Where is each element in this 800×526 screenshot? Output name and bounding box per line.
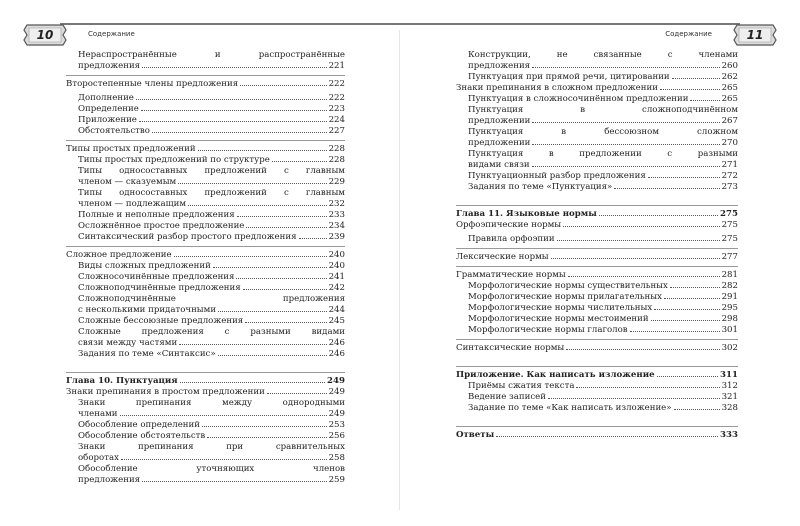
entry-leader-row	[78, 126, 345, 137]
page-reference: 260	[721, 61, 738, 71]
entry-leader-row	[78, 305, 345, 316]
entry-title: предложения	[78, 61, 141, 71]
dot-leader	[651, 320, 720, 321]
page-reference: 275	[721, 234, 738, 244]
dot-leader	[152, 132, 327, 133]
entry-title-line: Сложноподчинённые предложения	[78, 294, 345, 304]
dot-leader	[180, 382, 325, 383]
dot-leader	[141, 110, 327, 111]
dot-leader	[563, 226, 719, 227]
entry-leader-row	[468, 314, 738, 325]
toc-section-entry[interactable]	[456, 83, 738, 94]
toc-entry[interactable]	[78, 272, 345, 283]
entry-title: Правила орфоэпии	[468, 234, 555, 244]
entry-title-line: Нераспространённые и распространённые	[78, 50, 345, 60]
dot-leader	[299, 238, 327, 239]
entry-leader-row	[78, 349, 345, 360]
toc-section-entry[interactable]	[66, 372, 345, 387]
entry-leader-row	[468, 72, 738, 83]
toc-entry[interactable]	[468, 381, 738, 392]
page-reference: 271	[721, 160, 738, 170]
page-reference: 253	[328, 420, 345, 430]
entry-title: Задания по теме «Пунктуация»	[468, 182, 613, 192]
dot-leader	[614, 188, 719, 189]
entry-title: Пунктуационный разбор предложения	[468, 171, 646, 181]
header-rule	[60, 23, 400, 25]
page-reference: 277	[721, 252, 738, 262]
entry-title: Сложное предложение	[66, 250, 172, 260]
entry-leader-row	[468, 138, 738, 149]
entry-title: Морфологические нормы глаголов	[468, 325, 628, 335]
entry-leader-row	[78, 431, 345, 442]
page-reference: 275	[721, 220, 738, 230]
toc-entry[interactable]	[78, 155, 345, 166]
entry-title: Типы простых предложений	[66, 144, 196, 154]
dot-leader	[139, 121, 327, 122]
page-reference: 312	[721, 381, 738, 391]
page-reference: 244	[328, 305, 345, 315]
toc-entry[interactable]	[468, 281, 738, 292]
entry-leader-row	[78, 199, 345, 210]
toc-entry[interactable]	[468, 314, 738, 325]
toc-entry[interactable]	[468, 392, 738, 403]
entry-leader-row	[468, 160, 738, 171]
page-reference: 228	[328, 144, 345, 154]
toc-section-entry[interactable]	[456, 266, 738, 281]
toc-section-entry[interactable]	[66, 387, 345, 398]
toc-entry[interactable]	[468, 171, 738, 182]
entry-leader-row	[66, 387, 345, 398]
entry-title: Приложение	[78, 115, 137, 125]
entry-title: Глава 10. Пунктуация	[66, 376, 178, 386]
spacer	[456, 354, 738, 363]
dot-leader	[566, 349, 719, 350]
toc-entry[interactable]	[78, 349, 345, 360]
page-reference: 258	[328, 453, 345, 463]
page-reference: 223	[328, 104, 345, 114]
dot-leader	[179, 344, 326, 345]
page-reference: 249	[327, 376, 345, 386]
entry-title: Типы простых предложений по структуре	[78, 155, 270, 165]
dot-leader	[670, 287, 720, 288]
entry-title: Второстепенные члены предложения	[66, 79, 239, 89]
entry-title: Знаки препинания в простом предложении	[66, 387, 265, 397]
dot-leader	[142, 67, 326, 68]
dot-leader	[551, 258, 720, 259]
toc-entry[interactable]	[468, 182, 738, 193]
page-number: 10	[36, 28, 54, 42]
dot-leader	[198, 150, 327, 151]
page-reference: 282	[721, 281, 738, 291]
dot-leader	[243, 289, 327, 290]
dot-leader	[576, 387, 719, 388]
toc-entry[interactable]	[78, 232, 345, 243]
entry-leader-row	[468, 325, 738, 336]
entry-title-line: Типы односоставных предложений с главным	[78, 188, 345, 198]
spacer	[456, 193, 738, 202]
dot-leader	[202, 426, 327, 427]
page-reference: 241	[328, 272, 345, 282]
entry-leader-row	[78, 420, 345, 431]
entry-title: членами	[78, 409, 118, 419]
page-reference: 259	[328, 475, 345, 485]
dot-leader	[648, 177, 720, 178]
entry-leader-row	[468, 94, 738, 105]
toc-entry[interactable]	[468, 403, 738, 414]
entry-leader-row	[468, 61, 738, 72]
entry-title: Задание по теме «Как написать изложение»	[468, 403, 672, 413]
entry-title: Сложносочинённые предложения	[78, 272, 235, 282]
entry-leader-row	[456, 270, 738, 281]
entry-title: Пунктуация при прямой речи, цитировании	[468, 72, 670, 82]
dot-leader	[121, 459, 327, 460]
entry-leader-row	[468, 381, 738, 392]
toc-entry[interactable]	[78, 442, 345, 464]
dot-leader	[142, 481, 326, 482]
entry-leader-row	[66, 144, 345, 155]
entry-title: Синтаксические нормы	[456, 343, 565, 353]
dot-leader	[496, 436, 718, 437]
page-reference: 227	[328, 126, 345, 136]
entry-title: с несколькими придаточными	[78, 305, 217, 315]
entry-title: связи между частями	[78, 338, 178, 348]
dot-leader	[557, 240, 720, 241]
dot-leader	[246, 227, 326, 228]
entry-title: видами связи	[468, 160, 530, 170]
toc-section-entry[interactable]	[66, 246, 345, 261]
entry-title: Приложение. Как написать изложение	[456, 370, 655, 380]
entry-leader-row	[78, 210, 345, 221]
toc-section-entry[interactable]	[456, 339, 738, 354]
dot-leader	[532, 122, 719, 123]
entry-title-line: Пунктуация в сложноподчинённом	[468, 105, 738, 115]
entry-leader-row	[468, 403, 738, 414]
entry-leader-row	[66, 250, 345, 261]
entry-leader-row	[78, 453, 345, 464]
entry-leader-row	[468, 116, 738, 127]
entry-leader-row	[78, 409, 345, 420]
toc-entry[interactable]	[78, 50, 345, 72]
toc-entry[interactable]	[468, 234, 738, 245]
entry-title: Осложнённое простое предложение	[78, 221, 245, 231]
entry-title: предложения	[78, 475, 141, 485]
header-rule	[400, 23, 740, 25]
page-reference: 311	[720, 370, 738, 380]
entry-leader-row	[78, 93, 345, 104]
dot-leader	[174, 256, 327, 257]
page-reference: 246	[328, 338, 345, 348]
toc-entry[interactable]	[78, 261, 345, 272]
entry-leader-row	[78, 475, 345, 486]
entry-title: Морфологические нормы прилагательных	[468, 292, 662, 302]
entry-title-line: Обособление уточняющих членов	[78, 464, 345, 474]
toc-entry[interactable]	[468, 127, 738, 149]
dot-leader	[207, 437, 326, 438]
entry-leader-row	[78, 261, 345, 272]
page-reference: 234	[328, 221, 345, 231]
entry-title: Определение	[78, 104, 139, 114]
entry-title: Обособление обстоятельств	[78, 431, 206, 441]
entry-title: Лексические нормы	[456, 252, 549, 262]
page-reference: 328	[721, 403, 738, 413]
page-reference: 301	[721, 325, 738, 335]
entry-leader-row	[468, 392, 738, 403]
entry-title: Приёмы сжатия текста	[468, 381, 575, 391]
page-number-badge	[733, 22, 777, 48]
toc-entry[interactable]	[468, 105, 738, 127]
entry-title: Орфоэпические нормы	[456, 220, 562, 230]
entry-leader-row	[78, 155, 345, 166]
spacer	[456, 414, 738, 423]
page-reference: 256	[328, 431, 345, 441]
page-reference: 265	[721, 94, 738, 104]
entry-leader-row	[78, 272, 345, 283]
toc-section-entry[interactable]	[456, 366, 738, 381]
toc-entry[interactable]	[78, 188, 345, 210]
entry-title-line: Знаки препинания между однородными	[78, 398, 345, 408]
toc-entry[interactable]	[468, 72, 738, 83]
dot-leader	[548, 398, 720, 399]
entry-leader-row	[78, 61, 345, 72]
dot-leader	[240, 85, 326, 86]
dot-leader	[532, 144, 719, 145]
dot-leader	[657, 376, 719, 377]
entry-title-line: Пунктуация в предложении с разными	[468, 149, 738, 159]
toc-entry[interactable]	[78, 126, 345, 137]
entry-leader-row	[468, 171, 738, 182]
entry-title: предложении	[468, 116, 531, 126]
toc-entry[interactable]	[78, 283, 345, 294]
entry-leader-row	[66, 376, 345, 387]
page-reference: 267	[721, 116, 738, 126]
entry-leader-row	[78, 283, 345, 294]
entry-title: Обособление определений	[78, 420, 200, 430]
page-reference: 281	[721, 270, 738, 280]
dot-leader	[568, 276, 720, 277]
page-reference: 265	[721, 83, 738, 93]
dot-leader	[237, 216, 327, 217]
dot-leader	[188, 205, 327, 206]
toc-entry[interactable]	[468, 94, 738, 105]
toc-entry[interactable]	[78, 420, 345, 431]
entry-title: Обстоятельство	[78, 126, 150, 136]
page-reference: 273	[721, 182, 738, 192]
entry-title-line: Типы односоставных предложений с главным	[78, 166, 345, 176]
page-reference: 298	[721, 314, 738, 324]
dot-leader	[690, 100, 719, 101]
entry-title: Морфологические нормы существительных	[468, 281, 668, 291]
page-reference: 333	[720, 430, 738, 440]
dot-leader	[136, 99, 327, 100]
entry-title: членом — подлежащим	[78, 199, 187, 209]
toc-section-entry[interactable]	[456, 248, 738, 263]
entry-title: Морфологические нормы местоимений	[468, 314, 649, 324]
entry-leader-row	[468, 182, 738, 193]
running-header: Содержание	[88, 30, 135, 38]
entry-leader-row	[456, 370, 738, 381]
dot-leader	[213, 267, 327, 268]
dot-leader	[654, 309, 719, 310]
dot-leader	[532, 166, 720, 167]
page-reference: 228	[328, 155, 345, 165]
table-of-contents	[456, 50, 738, 441]
dot-leader	[245, 322, 326, 323]
toc-section-entry[interactable]	[456, 220, 738, 231]
entry-title-line: Сложные предложения с разными видами	[78, 327, 345, 337]
page-reference: 242	[328, 283, 345, 293]
entry-title-line: Знаки препинания при сравнительных	[78, 442, 345, 452]
toc-section-entry[interactable]	[456, 426, 738, 441]
entry-leader-row	[468, 234, 738, 245]
entry-leader-row	[456, 209, 738, 220]
entry-title-line: Конструкции, не связанные с членами	[468, 50, 738, 60]
entry-leader-row	[456, 252, 738, 263]
toc-section-entry[interactable]	[66, 140, 345, 155]
entry-leader-row	[468, 292, 738, 303]
page-reference: 272	[721, 171, 738, 181]
dot-leader	[532, 67, 719, 68]
page-reference: 232	[328, 199, 345, 209]
toc-entry[interactable]	[78, 431, 345, 442]
entry-title: предложения	[468, 61, 531, 71]
toc-entry[interactable]	[468, 50, 738, 72]
toc-section-entry[interactable]	[456, 205, 738, 220]
entry-leader-row	[78, 221, 345, 232]
entry-title: Виды сложных предложений	[78, 261, 211, 271]
entry-leader-row	[456, 343, 738, 354]
page-reference: 302	[721, 343, 738, 353]
table-of-contents	[66, 50, 345, 486]
entry-title: Полные и неполные предложения	[78, 210, 235, 220]
toc-entry[interactable]	[78, 115, 345, 126]
toc-entry[interactable]	[468, 292, 738, 303]
entry-title: Задания по теме «Синтаксис»	[78, 349, 216, 359]
page-number-badge	[23, 22, 67, 48]
toc-entry[interactable]	[78, 294, 345, 316]
entry-title: членом — сказуемым	[78, 177, 177, 187]
entry-title-line: Пунктуация в бессоюзном сложном	[468, 127, 738, 137]
entry-leader-row	[468, 281, 738, 292]
toc-section-entry[interactable]	[66, 75, 345, 90]
entry-title: оборотах	[78, 453, 119, 463]
page-reference: 249	[328, 387, 345, 397]
page-reference: 291	[721, 292, 738, 302]
entry-title: Сложные бессоюзные предложения	[78, 316, 244, 326]
entry-title: предложении	[468, 138, 531, 148]
toc-entry[interactable]	[78, 221, 345, 232]
toc-entry[interactable]	[78, 327, 345, 349]
dot-leader	[674, 409, 720, 410]
toc-entry[interactable]	[78, 464, 345, 486]
page-reference: 221	[328, 61, 345, 71]
page-reference: 321	[721, 392, 738, 402]
page-reference: 275	[720, 209, 738, 219]
toc-entry[interactable]	[78, 93, 345, 104]
page-reference: 249	[328, 409, 345, 419]
entry-leader-row	[456, 220, 738, 231]
page-reference: 246	[328, 349, 345, 359]
dot-leader	[218, 311, 327, 312]
entry-title: Пунктуация в сложносочинённом предложении	[468, 94, 689, 104]
dot-leader	[272, 161, 327, 162]
toc-entry[interactable]	[468, 325, 738, 336]
toc-entry[interactable]	[78, 316, 345, 327]
entry-leader-row	[468, 303, 738, 314]
entry-leader-row	[78, 177, 345, 188]
entry-leader-row	[78, 232, 345, 243]
entry-title: Глава 11. Языковые нормы	[456, 209, 597, 219]
right-page	[400, 0, 800, 526]
toc-entry[interactable]	[468, 149, 738, 171]
dot-leader	[120, 415, 327, 416]
toc-entry[interactable]	[78, 398, 345, 420]
page-reference: 245	[328, 316, 345, 326]
entry-title: Знаки препинания в сложном предложении	[456, 83, 658, 93]
spacer	[66, 360, 345, 369]
entry-leader-row	[78, 316, 345, 327]
page-reference: 240	[328, 261, 345, 271]
dot-leader	[267, 393, 327, 394]
dot-leader	[660, 89, 720, 90]
dot-leader	[599, 215, 718, 216]
page-reference: 270	[721, 138, 738, 148]
dot-leader	[218, 355, 327, 356]
dot-leader	[178, 183, 326, 184]
entry-title: Дополнение	[78, 93, 134, 103]
entry-title: Морфологические нормы числительных	[468, 303, 653, 313]
entry-leader-row	[456, 430, 738, 441]
entry-title: Ведение записей	[468, 392, 546, 402]
toc-entry[interactable]	[468, 303, 738, 314]
dot-leader	[672, 78, 720, 79]
entry-leader-row	[66, 79, 345, 90]
toc-entry[interactable]	[78, 210, 345, 221]
dot-leader	[664, 298, 720, 299]
entry-leader-row	[456, 83, 738, 94]
entry-leader-row	[78, 104, 345, 115]
entry-title: Грамматические нормы	[456, 270, 566, 280]
running-header: Содержание	[665, 30, 712, 38]
entry-title: Синтаксический разбор простого предложения	[78, 232, 297, 242]
page-reference: 233	[328, 210, 345, 220]
page-reference: 295	[721, 303, 738, 313]
entry-leader-row	[78, 115, 345, 126]
dot-leader	[236, 278, 326, 279]
dot-leader	[630, 331, 720, 332]
entry-title: Ответы	[456, 430, 495, 440]
page-number: 11	[746, 28, 764, 42]
page-reference: 229	[328, 177, 345, 187]
toc-entry[interactable]	[78, 166, 345, 188]
page-reference: 222	[328, 93, 345, 103]
page-reference: 262	[721, 72, 738, 82]
entry-title: Сложноподчинённые предложения	[78, 283, 241, 293]
entry-leader-row	[78, 338, 345, 349]
page-reference: 239	[328, 232, 345, 242]
page-reference: 240	[328, 250, 345, 260]
page-reference: 222	[328, 79, 345, 89]
toc-entry[interactable]	[78, 104, 345, 115]
page-reference: 224	[328, 115, 345, 125]
